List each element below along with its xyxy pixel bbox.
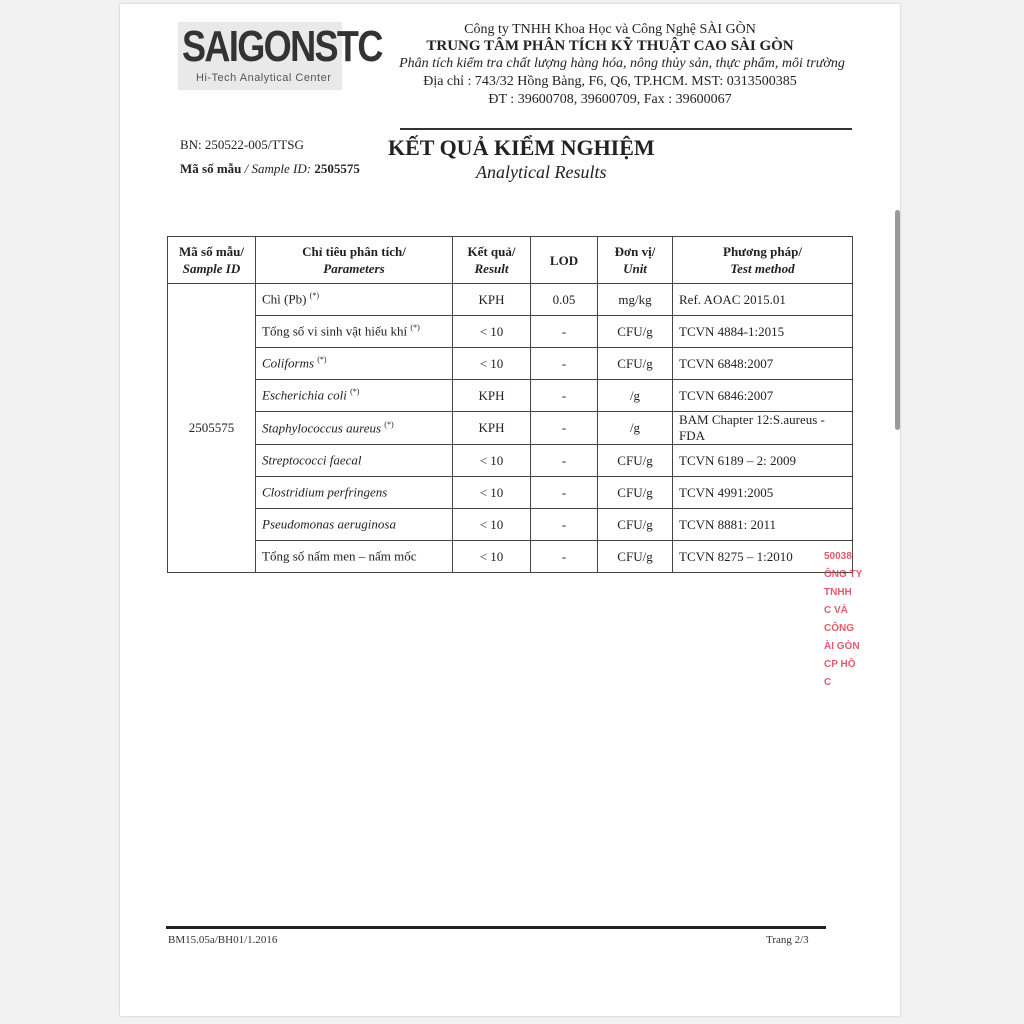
header-label: LOD <box>549 252 579 268</box>
table-row <box>168 509 853 541</box>
parameter-name: Staphylococcus aureus <box>262 420 382 436</box>
parameter-cell <box>256 445 453 477</box>
header-label: Chỉ tiêu phân tích/ <box>302 244 406 259</box>
parameter-cell <box>256 509 453 541</box>
parameter-cell <box>256 316 453 348</box>
phone: ĐT : 39600708, 39600709, Fax : 39600067 <box>488 92 732 107</box>
table-row <box>168 316 853 348</box>
stamp-text: ÀI GÒN <box>824 641 860 652</box>
parameter-cell <box>256 380 453 412</box>
parameter-name: Streptococci faecal <box>262 452 362 468</box>
table-row <box>168 445 853 477</box>
results-table <box>167 236 853 573</box>
unit-cell: CFU/g <box>598 477 673 509</box>
sample-id-cell: 2505575 <box>168 284 256 573</box>
column-header <box>598 237 673 284</box>
saigonstc-logo: SAIGONSTC Hi-Tech Analytical Center <box>178 22 342 90</box>
center-name: TRUNG TÂM PHÂN TÍCH KỸ THUẬT CAO SÀI GÒN <box>426 38 794 54</box>
unit-cell: CFU/g <box>598 509 673 541</box>
column-header <box>531 237 598 284</box>
lod-cell: - <box>531 445 598 477</box>
header-label-en: Result <box>474 261 509 276</box>
lod-cell: 0.05 <box>531 284 598 316</box>
sample-label: Mã số mẫu <box>180 161 242 176</box>
table-row <box>168 477 853 509</box>
lod-cell: - <box>531 316 598 348</box>
parameter-name: Chì (Pb) <box>262 291 307 307</box>
table-row <box>168 284 853 316</box>
parameter-cell <box>256 348 453 380</box>
header-label-en: Sample ID <box>182 261 241 276</box>
header-label: Kết quả/ <box>467 244 516 259</box>
company-stamp <box>824 548 864 688</box>
result-cell: < 10 <box>453 509 531 541</box>
unit-cell: mg/kg <box>598 284 673 316</box>
address: Địa chỉ : 743/32 Hồng Bàng, F6, Q6, TP.HCM. MST: 0313500385 <box>423 74 797 89</box>
parameter-name: Tổng số nấm men – nấm mốc <box>262 548 417 564</box>
unit-cell: /g <box>598 380 673 412</box>
parameter-name: Escherichia coli <box>262 387 347 403</box>
method-cell: TCVN 4991:2005 <box>673 477 853 509</box>
table-row <box>168 541 853 573</box>
stamp-text: ÔNG TY <box>824 569 863 580</box>
stamp-text: 50038 <box>824 551 852 562</box>
scrollbar[interactable] <box>895 210 900 430</box>
parameter-name: Coliforms <box>262 355 315 371</box>
accredited-mark: (*) <box>317 355 327 365</box>
result-cell: KPH <box>453 412 531 445</box>
header-label-en: Unit <box>623 261 647 276</box>
sample-id-value: 2505575 <box>314 161 360 176</box>
result-cell: < 10 <box>453 445 531 477</box>
result-cell: KPH <box>453 284 531 316</box>
header-divider <box>400 128 852 130</box>
unit-cell: CFU/g <box>598 348 673 380</box>
document-title: KẾT QUẢ KIỂM NGHIỆM <box>388 135 655 160</box>
column-header <box>256 237 453 284</box>
method-cell: TCVN 6848:2007 <box>673 348 853 380</box>
table-row <box>168 380 853 412</box>
column-header <box>453 237 531 284</box>
method-cell: TCVN 8275 – 1:2010 <box>673 541 853 573</box>
lod-cell: - <box>531 348 598 380</box>
stamp-text: C VÀ CÔNG <box>824 605 854 634</box>
table-header-row <box>168 237 853 284</box>
lod-cell: - <box>531 380 598 412</box>
method-cell: TCVN 4884-1:2015 <box>673 316 853 348</box>
unit-cell: CFU/g <box>598 445 673 477</box>
stamp-text: CP HỒ C <box>824 659 856 688</box>
accredited-mark: (*) <box>309 291 319 301</box>
method-cell: TCVN 6189 – 2: 2009 <box>673 445 853 477</box>
lod-cell: - <box>531 509 598 541</box>
accredited-mark: (*) <box>350 387 360 397</box>
unit-cell: CFU/g <box>598 541 673 573</box>
parameter-cell <box>256 541 453 573</box>
parameter-name: Clostridium perfringens <box>262 484 388 500</box>
lod-cell: - <box>531 477 598 509</box>
table-row <box>168 412 853 445</box>
header-label: Đơn vị/ <box>614 244 656 259</box>
document-subtitle: Analytical Results <box>476 162 607 182</box>
lod-cell: - <box>531 412 598 445</box>
accredited-mark: (*) <box>384 419 394 429</box>
company-name: Công ty TNHH Khoa Học và Công Nghệ SÀI GÒN <box>464 22 756 37</box>
footer-divider <box>166 926 826 929</box>
parameter-cell <box>256 477 453 509</box>
accredited-mark: (*) <box>410 323 420 333</box>
tagline: Phân tích kiểm tra chất lượng hàng hóa, nông thủy sản, thực phẩm, môi trường <box>399 56 845 71</box>
method-cell: BAM Chapter 12:S.aureus - FDA <box>673 412 853 445</box>
unit-cell: /g <box>598 412 673 445</box>
parameter-name: Tổng số vi sinh vật hiếu khí <box>262 323 408 339</box>
unit-cell: CFU/g <box>598 316 673 348</box>
lod-cell: - <box>531 541 598 573</box>
page-number: Trang 2/3 <box>766 934 809 946</box>
header-label-en: Test method <box>730 261 795 276</box>
result-cell: KPH <box>453 380 531 412</box>
parameter-name: Pseudomonas aeruginosa <box>262 516 396 532</box>
header-label: Phương pháp/ <box>723 244 802 259</box>
header-label: Mã số mẫu/ <box>179 244 244 259</box>
parameter-cell <box>256 412 453 445</box>
method-cell: TCVN 6846:2007 <box>673 380 853 412</box>
result-cell: < 10 <box>453 348 531 380</box>
method-cell: Ref. AOAC 2015.01 <box>673 284 853 316</box>
header-label-en: Parameters <box>323 261 385 276</box>
method-cell: TCVN 8881: 2011 <box>673 509 853 541</box>
column-header <box>168 237 256 284</box>
result-cell: < 10 <box>453 316 531 348</box>
table-row <box>168 348 853 380</box>
form-code: BM15.05a/BH01/1.2016 <box>168 934 278 946</box>
sample-label-en: / Sample ID: <box>241 161 315 176</box>
column-header <box>673 237 853 284</box>
result-cell: < 10 <box>453 477 531 509</box>
bn-number: BN: 250522-005/TTSG <box>180 137 304 152</box>
result-cell: < 10 <box>453 541 531 573</box>
stamp-text: TNHH <box>824 587 852 598</box>
sample-id-line <box>180 161 360 177</box>
parameter-cell <box>256 284 453 316</box>
